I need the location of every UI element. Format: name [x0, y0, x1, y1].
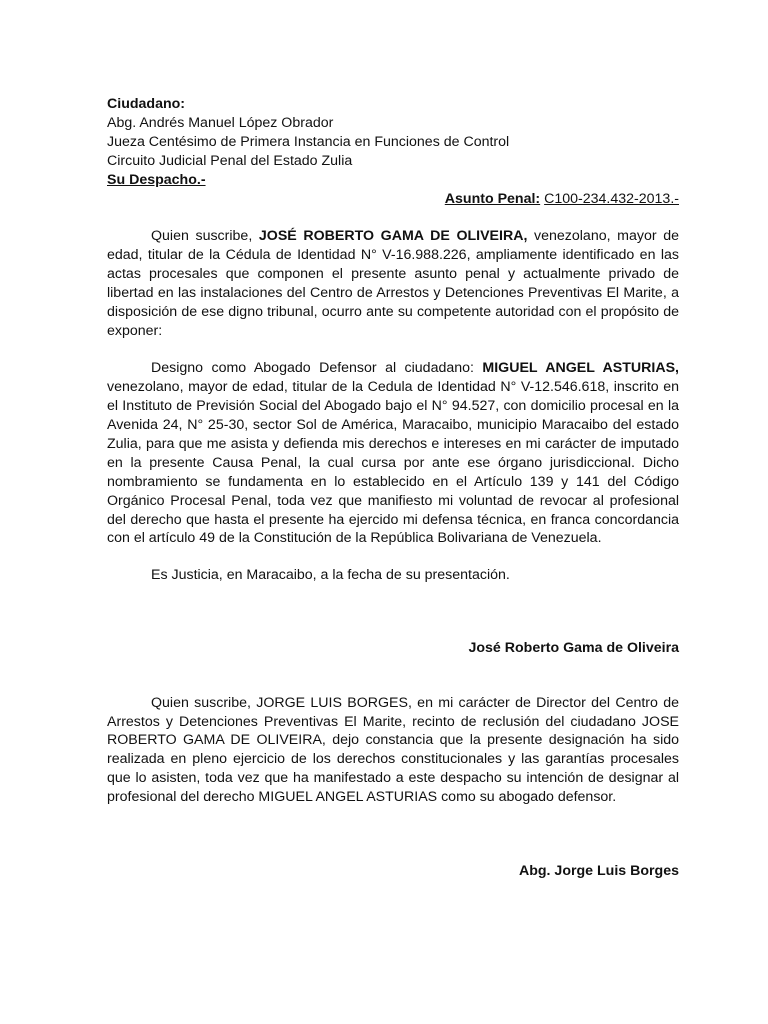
- paragraph-petitioner: [107, 227, 679, 340]
- addressee-name: Abg. Andrés Manuel López Obrador: [107, 114, 334, 131]
- case-label: Asunto Penal:: [444, 190, 541, 207]
- addressee-block: [107, 95, 679, 190]
- addressee-salutation: Ciudadano:: [107, 96, 186, 112]
- paragraph2-intro: Designo como Abogado Defensor al ciudadano:: [151, 360, 483, 377]
- paragraph2-body: venezolano, mayor de edad, titular de la Cedula de Identidad N° V-12.546.618, inscrito en el Instituto de Previsión Social del Abogado bajo el N° 94.527, con domicilio procesal en la Avenida 24, N° 25-30, sector Sol de América, Maracaibo, municipio Maracaibo del estado Zulia, para que me asista y defienda mis derechos e intereses en mi carácter de imputado en la presente Causa Penal, la cual cursa por ante ese órgano jurisdiccional. Dicho nombramiento se fundamenta en lo establecido en el Artículo 139 y 141 del Código Orgánico Procesal Penal, toda vez que manifiesto mi voluntad de revocar al profesional del derecho que hasta el presente ha ejercido mi defensa técnica, en franca concordancia con el artículo 49 de la Constitución de la República Bolivariana de Venezuela.: [107, 379, 679, 547]
- addressee-position: Jueza Centésimo de Primera Instancia en Funciones de Control: [107, 133, 510, 150]
- paragraph-director-certification: Quien suscribe, JORGE LUIS BORGES, en mi carácter de Director del Centro de Arrestos y Detenciones Preventivas El Marite, recinto de reclusión del ciudadano JOSE ROBERTO GAMA DE OLIVEIRA, dejo constancia que la presente designación ha sido realizada en pleno ejercicio de los derechos constitucionales y las garantías procesales que lo asisten, toda vez que ha manifestado a este despacho su intención de designar al profesional del derecho MIGUEL ANGEL ASTURIAS como su abogado defensor.: [107, 694, 679, 806]
- addressee-office: Su Despacho.-: [107, 171, 206, 188]
- signature-director: Abg. Jorge Luis Borges: [518, 863, 679, 880]
- signature-petitioner: José Roberto Gama de Oliveira: [468, 639, 679, 656]
- paragraph-closing: Es Justicia, en Maracaibo, a la fecha de su presentación.: [151, 566, 510, 583]
- petitioner-name: JOSÉ ROBERTO GAMA DE OLIVEIRA,: [258, 228, 528, 245]
- document-page: [107, 95, 679, 881]
- paragraph-designation: [107, 359, 679, 548]
- addressee-court: Circuito Judicial Penal del Estado Zulia: [107, 152, 353, 169]
- paragraph1-body: venezolano, mayor de edad, titular de la Cédula de Identidad N° V-16.988.226, ampliamente identificado en las actas procesales que componen el presente asunto penal y actualmente privado de libertad en las instalaciones del Centro de Arrestos y Detenciones Preventivas El Marite, a disposición de ese digno tribunal, ocurro ante su competente autoridad con el propósito de exponer:: [107, 228, 679, 339]
- case-number: C100-234.432-2013.-: [544, 190, 679, 207]
- paragraph1-intro: Quien suscribe,: [151, 228, 259, 245]
- lawyer-name: MIGUEL ANGEL ASTURIAS,: [482, 360, 679, 377]
- case-reference: [107, 190, 679, 209]
